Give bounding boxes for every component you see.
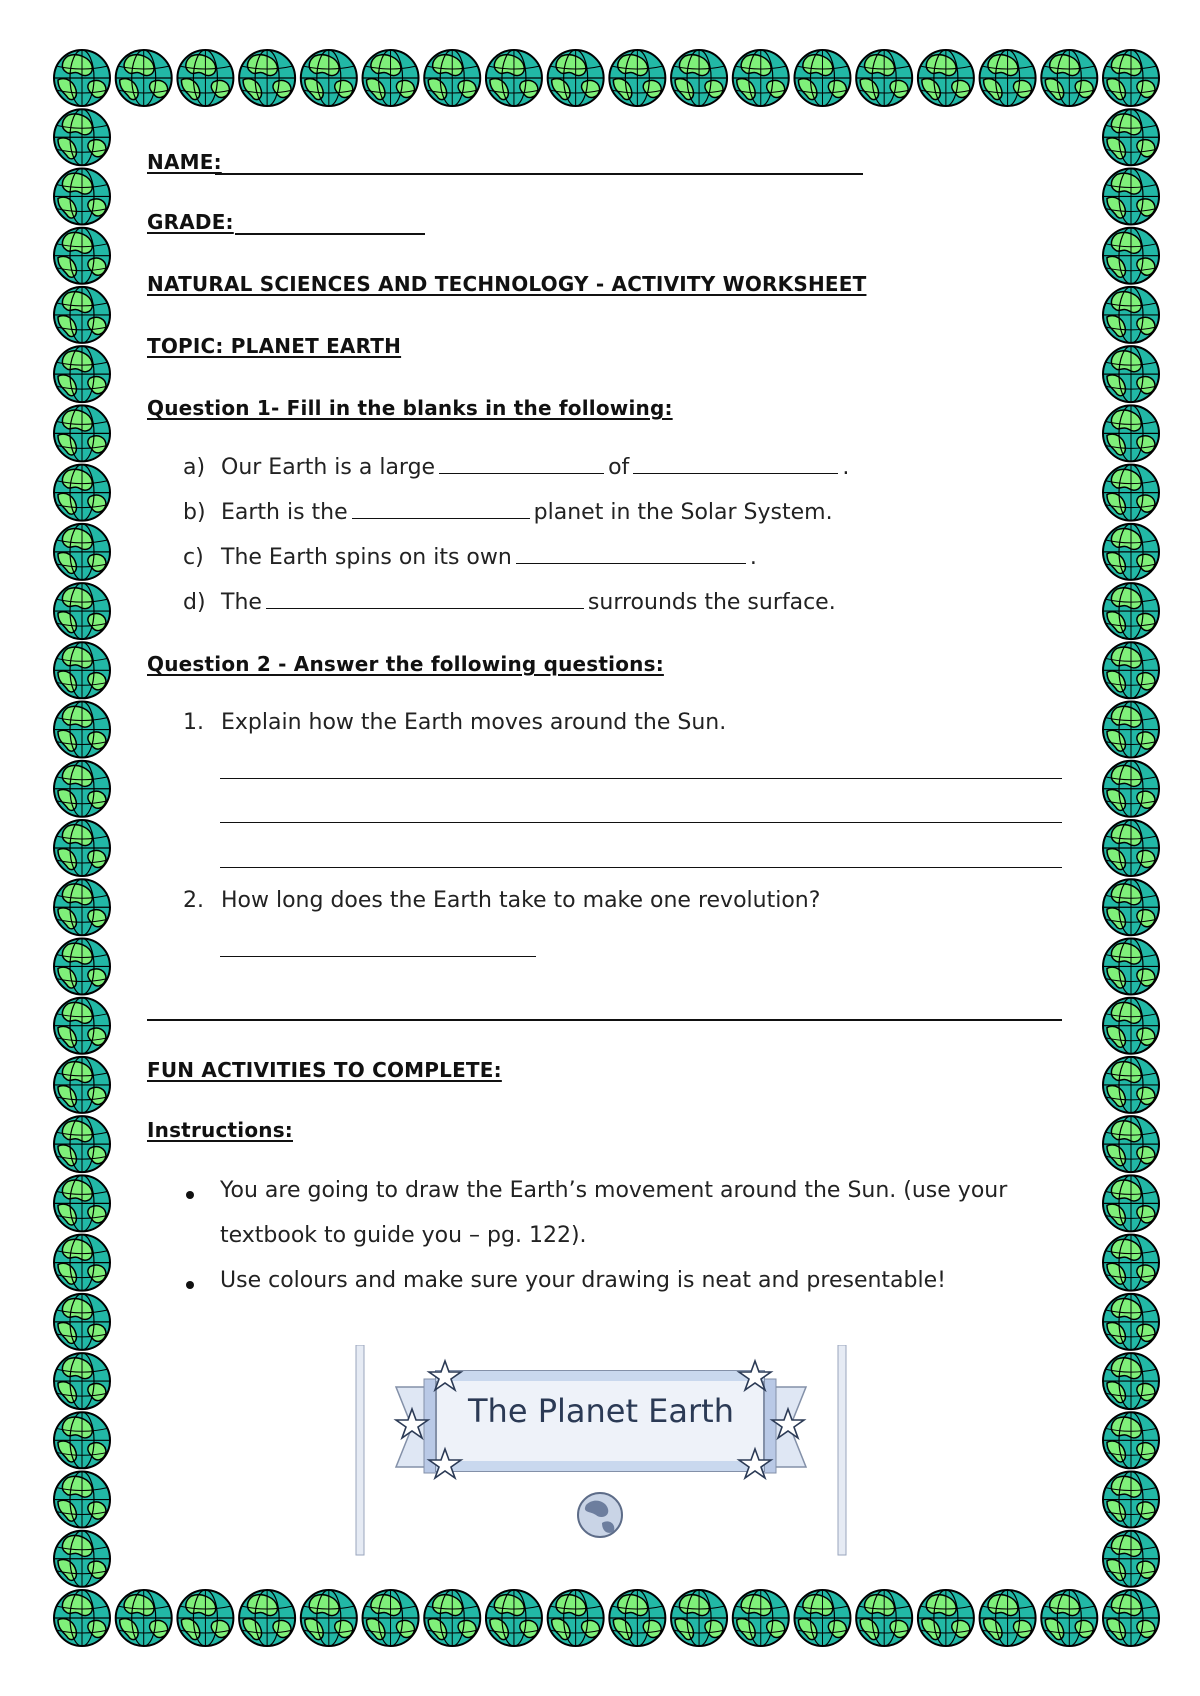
grade-label: GRADE: — [147, 210, 234, 234]
question2-heading: Question 2 - Answer the following questions: — [147, 652, 664, 676]
q1c-blank[interactable] — [516, 543, 746, 564]
q1-item-c: c) The Earth spins on its own . — [183, 545, 757, 570]
name-field-line[interactable] — [215, 173, 863, 175]
subject-title: NATURAL SCIENCES AND TECHNOLOGY - ACTIVITY WORKSHEET — [147, 272, 867, 296]
q1a-blank-2[interactable] — [633, 453, 838, 474]
q2-answer-line-3[interactable] — [220, 867, 1062, 868]
bullet-dot-1 — [186, 1191, 194, 1199]
q2-item-1: 1. Explain how the Earth moves around the Sun. — [183, 710, 727, 735]
name-label: NAME: — [147, 150, 222, 174]
instruction-bullet-1-cont: textbook to guide you – pg. 122). — [220, 1223, 587, 1248]
question1-heading: Question 1- Fill in the blanks in the following: — [147, 396, 673, 420]
instructions-heading: Instructions: — [147, 1118, 293, 1142]
q2-answer-line-2[interactable] — [220, 822, 1062, 823]
q1b-blank[interactable] — [352, 498, 530, 519]
q2-item-2: 2. How long does the Earth take to make one revolution? — [183, 888, 821, 913]
banner-title: The Planet Earth — [468, 1392, 734, 1430]
grade-field-line[interactable] — [235, 233, 425, 235]
instruction-bullet-1: You are going to draw the Earth’s movement around the Sun. (use your — [220, 1178, 1008, 1203]
q1-item-b: b) Earth is the planet in the Solar System. — [183, 500, 833, 525]
topic-title: TOPIC: PLANET EARTH — [147, 334, 402, 358]
instruction-bullet-2: Use colours and make sure your drawing is neat and presentable! — [220, 1268, 946, 1293]
q1-item-d: d) The surrounds the surface. — [183, 590, 836, 615]
small-globe-icon — [578, 1493, 622, 1537]
bullet-dot-2 — [186, 1281, 194, 1289]
section-divider — [147, 1019, 1062, 1021]
q1-item-a: a) Our Earth is a large of . — [183, 455, 850, 480]
activities-heading: FUN ACTIVITIES TO COMPLETE: — [147, 1058, 502, 1082]
planet-earth-banner — [350, 1345, 850, 1560]
q1a-blank-1[interactable] — [439, 453, 604, 474]
q2-answer-line-4[interactable] — [220, 956, 536, 957]
q1d-blank[interactable] — [266, 588, 584, 609]
q2-answer-line-1[interactable] — [220, 778, 1062, 779]
